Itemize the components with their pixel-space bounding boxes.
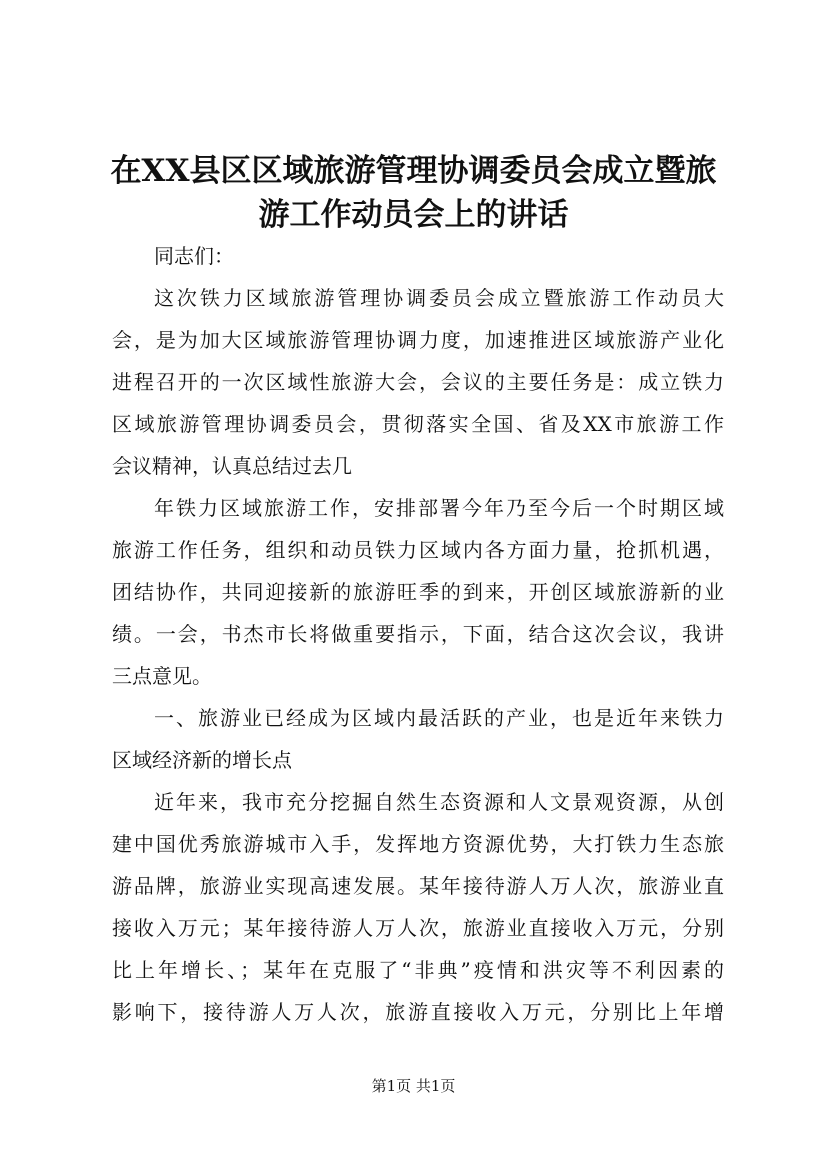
paragraph-2-line: 年铁力区域旅游工作，安排部署今年乃至今后一个时期区域 [154, 496, 724, 520]
paragraph-1-line: 进程召开的一次区域性旅游大会，会议的主要任务是：成立铁力 [112, 370, 724, 394]
paragraph-4-line: 接收入万元；某年接待游人万人次，旅游业直接收入万元，分别 [112, 916, 724, 940]
document-title-line-2: 游工作动员会上的讲话 [258, 197, 569, 233]
paragraph-1-line: 会议精神，认真总结过去几 [112, 454, 352, 478]
document-title-line-1: 在XX县区区域旅游管理协调委员会成立暨旅 [110, 153, 717, 189]
paragraph-2-line: 团结协作，共同迎接新的旅游旺季的到来，开创区域旅游新的业 [112, 580, 724, 604]
paragraph-4-line: 近年来，我市充分挖掘自然生态资源和人文景观资源，从创 [154, 790, 724, 814]
paragraph-2-line: 旅游工作任务，组织和动员铁力区域内各方面力量，抢抓机遇， [112, 538, 724, 562]
paragraph-4-line: 游品牌，旅游业实现高速发展。某年接待游人万人次，旅游业直 [112, 874, 724, 898]
paragraph-1-line: 会，是为加大区域旅游管理协调力度，加速推进区域旅游产业化 [112, 328, 724, 352]
page-number-footer: 第1页 共1页 [371, 1077, 456, 1095]
paragraph-2-line: 三点意见。 [112, 664, 212, 688]
salutation: 同志们： [154, 244, 234, 268]
section-heading-line: 区域经济新的增长点 [112, 748, 292, 772]
paragraph-4-line: 影响下，接待游人万人次，旅游直接收入万元，分别比上年增 [112, 1000, 724, 1024]
paragraph-4-line: 建中国优秀旅游城市入手，发挥地方资源优势，大打铁力生态旅 [112, 832, 724, 856]
paragraph-1-line: 区域旅游管理协调委员会，贯彻落实全国、省及XX市旅游工作 [112, 412, 724, 436]
paragraph-2-line: 绩。一会，书杰市长将做重要指示，下面，结合这次会议，我讲 [112, 622, 724, 646]
paragraph-4-line: 比上年增长、；某年在克服了“非典”疫情和洪灾等不利因素的 [112, 958, 724, 982]
section-heading-line: 一、旅游业已经成为区域内最活跃的产业，也是近年来铁力 [154, 706, 724, 730]
paragraph-1-line: 这次铁力区域旅游管理协调委员会成立暨旅游工作动员大 [154, 286, 724, 310]
